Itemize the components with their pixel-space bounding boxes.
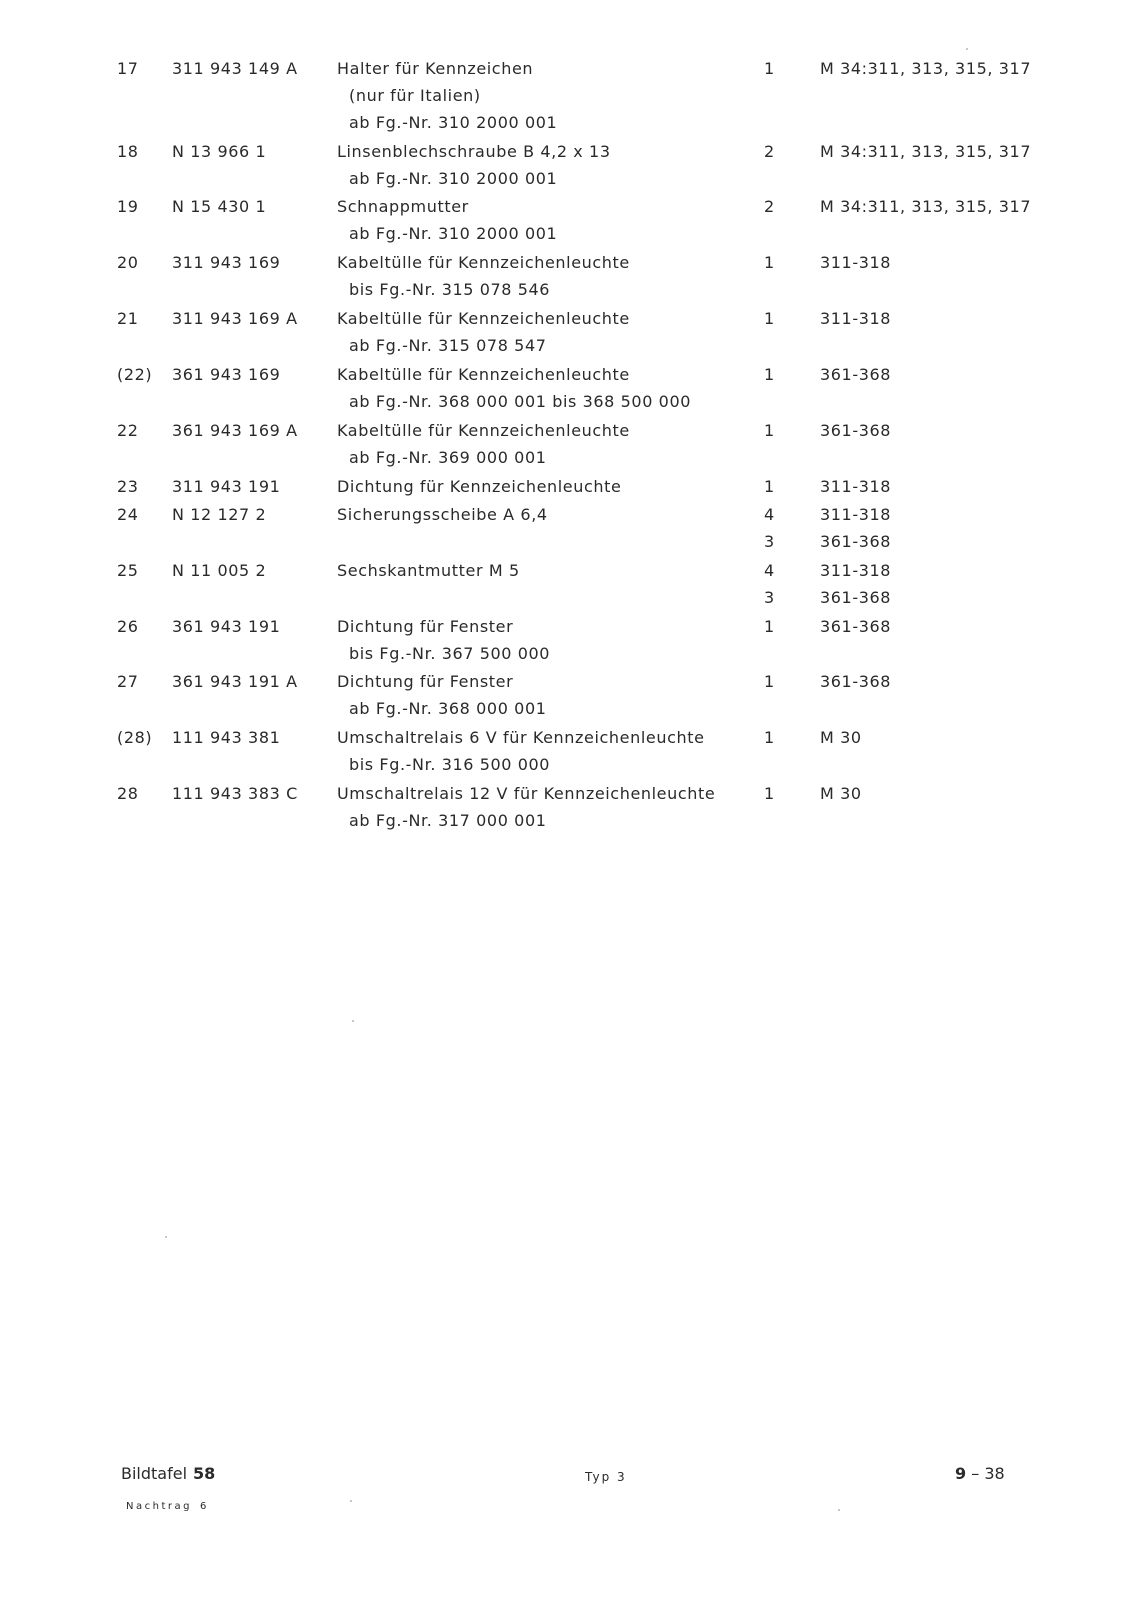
position-number: 21: [117, 309, 139, 328]
model-applicability: [820, 780, 862, 807]
position-number: 23: [117, 477, 139, 496]
nachtrag-text: Nachtrag: [126, 1501, 192, 1512]
description-note: ab Fg.-Nr. 369 000 001: [349, 448, 547, 467]
model-value: M 34:311, 313, 315, 317: [820, 197, 1032, 216]
part-number: N 13 966 1: [172, 142, 267, 161]
description-line: Dichtung für Fenster: [337, 617, 514, 636]
page-number-value: 38: [984, 1464, 1005, 1483]
bildtafel-text: Bildtafel: [121, 1464, 188, 1483]
model-applicability: [820, 668, 891, 695]
description-note: ab Fg.-Nr. 368 000 001: [349, 699, 547, 718]
quantity-value: 1: [764, 309, 775, 328]
model-applicability: [820, 249, 891, 276]
model-value: 311-318: [820, 561, 892, 580]
position-number: 25: [117, 561, 139, 580]
model-value: M 30: [820, 728, 862, 747]
description-line: Kabeltülle für Kennzeichenleuchte: [337, 421, 630, 440]
description-line: Dichtung für Fenster: [337, 672, 514, 691]
quantity-value: 1: [764, 365, 775, 384]
model-value: M 30: [820, 784, 862, 803]
model-applicability: [820, 473, 891, 500]
quantity-value: 3: [764, 588, 775, 607]
model-applicability: [820, 361, 891, 388]
quantity: [764, 501, 775, 555]
description-note: ab Fg.-Nr. 315 078 547: [349, 336, 547, 355]
quantity-value: 1: [764, 59, 775, 78]
model-value: 311-318: [820, 309, 892, 328]
position-number: 22: [117, 421, 139, 440]
quantity: [764, 724, 775, 751]
part-number: N 15 430 1: [172, 197, 267, 216]
part-number: 311 943 149 A: [172, 59, 298, 78]
part-description: [337, 193, 557, 247]
quantity: [764, 305, 775, 332]
quantity-value: 1: [764, 672, 775, 691]
model-applicability: [820, 193, 1031, 220]
quantity: [764, 780, 775, 807]
part-description: [337, 668, 547, 722]
model-applicability: [820, 417, 891, 444]
part-description: [337, 724, 705, 778]
description-line: Dichtung für Kennzeichenleuchte: [337, 477, 622, 496]
model-value: 361-368: [820, 588, 892, 607]
part-description: [337, 138, 611, 192]
part-number: 311 943 191: [172, 477, 281, 496]
model-value: 361-368: [820, 672, 892, 691]
part-number: 361 943 169: [172, 365, 281, 384]
part-number: 111 943 383 C: [172, 784, 298, 803]
part-description: [337, 780, 715, 834]
quantity-value: 1: [764, 617, 775, 636]
position-number: (22): [117, 365, 153, 384]
description-line: Halter für Kennzeichen: [337, 59, 534, 78]
quantity-value: 1: [764, 477, 775, 496]
scan-speck: [838, 1509, 840, 1511]
quantity: [764, 557, 775, 611]
page-group: 9: [955, 1464, 967, 1483]
model-applicability: [820, 305, 891, 332]
part-number: N 11 005 2: [172, 561, 267, 580]
quantity: [764, 473, 775, 500]
description-line: Schnappmutter: [337, 197, 469, 216]
part-description: [337, 417, 630, 471]
quantity-value: 3: [764, 532, 775, 551]
part-description: [337, 55, 557, 136]
part-number: N 12 127 2: [172, 505, 267, 524]
scan-speck: [350, 1500, 352, 1502]
quantity: [764, 417, 775, 444]
quantity-value: 4: [764, 505, 775, 524]
quantity: [764, 55, 775, 82]
part-number: 111 943 381: [172, 728, 281, 747]
quantity: [764, 193, 775, 220]
position-number: 28: [117, 784, 139, 803]
model-value: 361-368: [820, 617, 892, 636]
position-number: 19: [117, 197, 139, 216]
description-line: Umschaltrelais 6 V für Kennzeichenleuchte: [337, 728, 705, 747]
quantity-value: 1: [764, 728, 775, 747]
quantity-value: 1: [764, 784, 775, 803]
quantity: [764, 361, 775, 388]
part-number: 311 943 169 A: [172, 309, 298, 328]
model-applicability: [820, 55, 1031, 82]
nachtrag-label: [126, 1501, 206, 1512]
description-line: Sechskantmutter M 5: [337, 561, 520, 580]
model-value: M 34:311, 313, 315, 317: [820, 59, 1032, 78]
part-number: 361 943 191: [172, 617, 281, 636]
model-value: 311-318: [820, 477, 892, 496]
quantity-value: 2: [764, 142, 775, 161]
model-value: 361-368: [820, 532, 892, 551]
quantity-value: 1: [764, 253, 775, 272]
description-note: ab Fg.-Nr. 317 000 001: [349, 811, 547, 830]
model-applicability: [820, 613, 891, 640]
description-note: ab Fg.-Nr. 310 2000 001: [349, 169, 558, 188]
position-number: 17: [117, 59, 139, 78]
model-applicability: [820, 724, 862, 751]
model-value: M 34:311, 313, 315, 317: [820, 142, 1032, 161]
position-number: 26: [117, 617, 139, 636]
description-line: Linsenblechschraube B 4,2 x 13: [337, 142, 611, 161]
description-note: bis Fg.-Nr. 315 078 546: [349, 280, 551, 299]
description-note: ab Fg.-Nr. 368 000 001 bis 368 500 000: [349, 392, 692, 411]
part-number: 361 943 191 A: [172, 672, 298, 691]
part-description: [337, 501, 548, 528]
model-value: 361-368: [820, 421, 892, 440]
quantity: [764, 613, 775, 640]
position-number: (28): [117, 728, 153, 747]
model-value: 311-318: [820, 505, 892, 524]
quantity-value: 1: [764, 421, 775, 440]
model-applicability: [820, 138, 1031, 165]
part-description: [337, 249, 630, 303]
description-line: Kabeltülle für Kennzeichenleuchte: [337, 365, 630, 384]
description-note: ab Fg.-Nr. 310 2000 001: [349, 224, 558, 243]
page-number: [955, 1464, 1005, 1483]
model-value: 361-368: [820, 365, 892, 384]
description-line: Umschaltrelais 12 V für Kennzeichenleuchte: [337, 784, 716, 803]
model-value: 311-318: [820, 253, 892, 272]
quantity-value: 2: [764, 197, 775, 216]
nachtrag-number: 6: [199, 1501, 207, 1512]
position-number: 24: [117, 505, 139, 524]
description-line: Kabeltülle für Kennzeichenleuchte: [337, 253, 630, 272]
position-number: 27: [117, 672, 139, 691]
typ-label: Typ 3: [585, 1470, 627, 1484]
model-applicability: [820, 501, 891, 555]
description-note: bis Fg.-Nr. 367 500 000: [349, 644, 551, 663]
position-number: 18: [117, 142, 139, 161]
description-line: Kabeltülle für Kennzeichenleuchte: [337, 309, 630, 328]
part-description: [337, 361, 691, 415]
quantity: [764, 138, 775, 165]
description-line: Sicherungsscheibe A 6,4: [337, 505, 548, 524]
bildtafel-number: 58: [193, 1464, 216, 1483]
bildtafel-label: [121, 1464, 215, 1483]
quantity-value: 4: [764, 561, 775, 580]
part-description: [337, 305, 630, 359]
description-note: ab Fg.-Nr. 310 2000 001: [349, 113, 558, 132]
scan-speck: [966, 48, 968, 50]
description-note: (nur für Italien): [349, 86, 481, 105]
part-number: 311 943 169: [172, 253, 281, 272]
part-description: [337, 613, 550, 667]
part-description: [337, 557, 520, 584]
part-description: [337, 473, 621, 500]
quantity: [764, 668, 775, 695]
part-number: 361 943 169 A: [172, 421, 298, 440]
page-separator: –: [971, 1464, 980, 1483]
model-applicability: [820, 557, 891, 611]
description-note: bis Fg.-Nr. 316 500 000: [349, 755, 551, 774]
position-number: 20: [117, 253, 139, 272]
scan-speck: [352, 1020, 354, 1022]
scan-speck: [165, 1236, 167, 1238]
quantity: [764, 249, 775, 276]
